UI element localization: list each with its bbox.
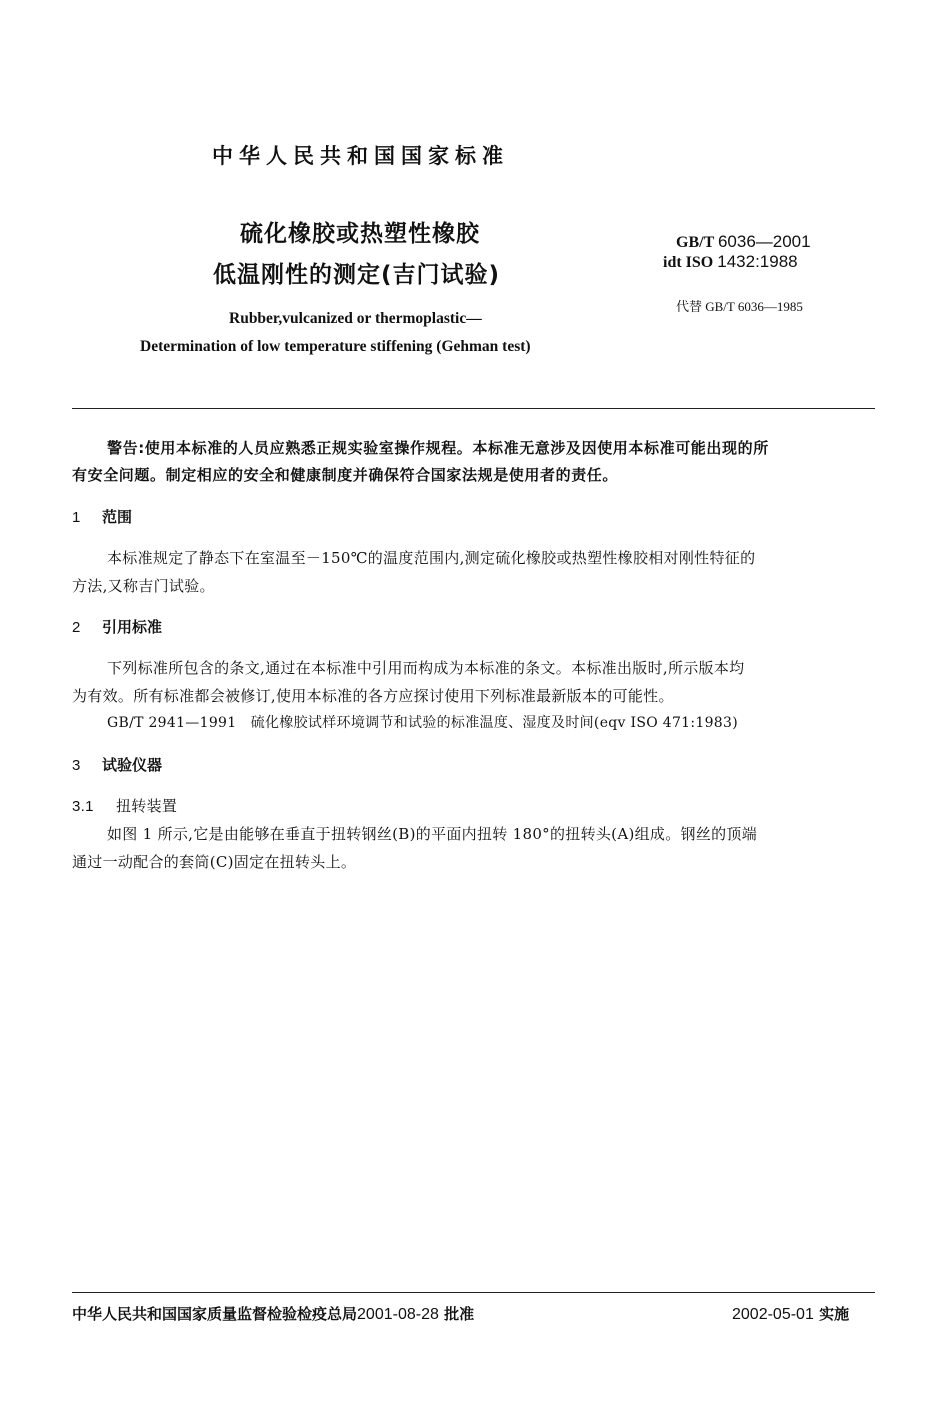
section-3-number: 3: [72, 757, 81, 774]
title-en-line2: Determination of low temperature stiffening (Gehman test): [140, 338, 531, 355]
section-1-heading: [72, 506, 132, 527]
footer-approved-date: 2001-08-28: [357, 1306, 439, 1323]
section-1-text-line2: 方法,又称吉门试验。: [72, 577, 215, 595]
title-cn-line1: 硫化橡胶或热塑性橡胶: [240, 221, 480, 247]
title-en-line1: Rubber,vulcanized or thermoplastic—: [229, 310, 482, 327]
standard-code-number: 6036—2001: [717, 232, 811, 251]
section-2-reference: GB/T 2941—1991 硫化橡胶试样环境调节和试验的标准温度、湿度及时间(eqv ISO 471:1983): [107, 715, 738, 731]
section-2-heading: [72, 616, 162, 637]
section-3-heading: [72, 754, 162, 775]
section-3-1-title: 扭转装置: [116, 797, 178, 815]
idt-code: [663, 252, 798, 272]
section-3-1-heading: [72, 795, 177, 816]
section-3-title: 试验仪器: [102, 756, 163, 774]
section-3-1-text-line2: 通过一动配合的套筒(C)固定在扭转头上。: [72, 853, 357, 871]
section-1-number: 1: [72, 509, 81, 526]
footer-approved-label: 批准: [444, 1305, 475, 1323]
footer-effective-label: 实施: [819, 1305, 850, 1323]
standard-code-prefix: GB/T: [676, 234, 718, 251]
idt-code-number: 1432:1988: [717, 252, 798, 271]
section-2-number: 2: [72, 619, 81, 636]
section-2-title: 引用标准: [102, 618, 163, 636]
warning-line1: 警告:使用本标准的人员应熟悉正规实验室操作规程。本标准无意涉及因使用本标准可能出现的所: [107, 439, 769, 457]
section-2-text-line1: 下列标准所包含的条文,通过在本标准中引用而构成为本标准的条文。本标准出版时,所示版本均: [107, 659, 745, 677]
warning-line2: 有安全问题。制定相应的安全和健康制度并确保符合国家法规是使用者的责任。: [72, 466, 619, 484]
title-cn-line2: 低温刚性的测定(吉门试验): [213, 262, 501, 288]
footer-effective: [732, 1303, 849, 1324]
replaces-note: 代替 GB/T 6036—1985: [676, 299, 803, 314]
standard-code: [676, 232, 811, 252]
footer-issuer: 中华人民共和国国家质量监督检验检疫总局: [72, 1305, 358, 1323]
section-2-text-line2: 为有效。所有标准都会被修订,使用本标准的各方应探讨使用下列标准最新版本的可能性。: [72, 687, 674, 705]
footer-effective-date: 2002-05-01: [732, 1306, 814, 1323]
footer-approval: [72, 1303, 474, 1324]
national-standard-heading: 中华人民共和国国家标准: [212, 144, 509, 168]
section-3-1-text-line1: 如图 1 所示,它是由能够在垂直于扭转钢丝(B)的平面内扭转 180°的扭转头(A)组成。钢丝的顶端: [107, 825, 758, 843]
header-divider: [72, 408, 875, 409]
section-1-text-line1: 本标准规定了静态下在室温至－150℃的温度范围内,测定硫化橡胶或热塑性橡胶相对刚性特征的: [107, 549, 756, 567]
idt-code-prefix: idt ISO: [663, 254, 718, 271]
section-1-title: 范围: [102, 508, 133, 526]
section-3-1-number: 3.1: [72, 798, 94, 815]
footer-divider: [72, 1292, 875, 1293]
